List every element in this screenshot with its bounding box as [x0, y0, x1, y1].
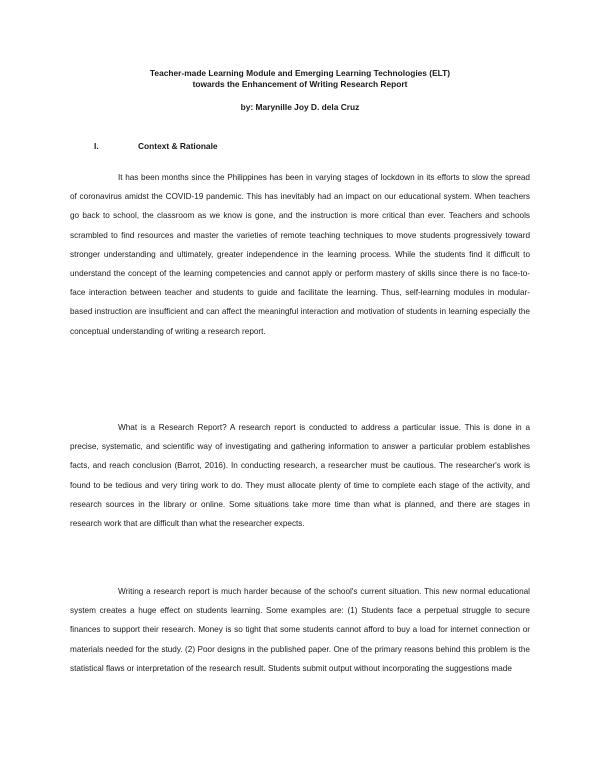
section-title: Context & Rationale [138, 141, 218, 151]
body-paragraph: Writing a research report is much harder because of the school's current situation. This new normal educational system creates a huge effect on students learning. Some examples are: (1) Students face a perpetual struggle to secure finances to support their research. Money is so tight that some students cannot afford to buy a load for internet connection or materials needed for the study. (2) Poor designs in the published paper. One of the primary reasons behind this problem is the statistical flaws or interpretation of the research result. Students submit output without incorporating the suggestions made [70, 587, 530, 673]
document-author: by: Marynille Joy D. dela Cruz [240, 102, 360, 112]
document-title-line-2: towards the Enhancement of Writing Research Report [192, 79, 408, 89]
body-paragraph: What is a Research Report? A research report is conducted to address a particular issue. This is done in a precise, systematic, and scientific way of investigating and gathering information to answer a particular problem establishes facts, and reach conclusion (Barrot, 2016). In conducting research, a researcher must be cautious. The researcher's work is found to be tedious and very tiring work to do. They must allocate plenty of time to complete each stage of the activity, and research sources in the library or online. Some situations take more time than what is planned, and there are stages in research work that are difficult than what the researcher expects. [70, 423, 530, 529]
body-paragraph: It has been months since the Philippines has been in varying stages of lockdown in its efforts to slow the spread of coronavirus amidst the COVID-19 pandemic. This has inevitably had an impact on our educational system. When teachers go back to school, the classroom as we know is gone, and the instruction is more critical than ever. Teachers and schools scrambled to find resources and master the varieties of remote teaching techniques to move students progressively toward stronger understanding and ultimately, greater independence in the learning process. While the students find it difficult to understand the concept of the learning competencies and cannot apply or perform mastery of skills since there is no face-to-face interaction between teacher and students to guide and facilitate the learning. Thus, self-learning modules in modular-based instruction are insufficient and can affect the meaningful interaction and motivation of students in learning especially the conceptual understanding of writing a research report. [70, 173, 530, 336]
document-title-line-1: Teacher-made Learning Module and Emerging Learning Technologies (ELT) [149, 68, 451, 78]
section-number: I. [94, 141, 99, 151]
